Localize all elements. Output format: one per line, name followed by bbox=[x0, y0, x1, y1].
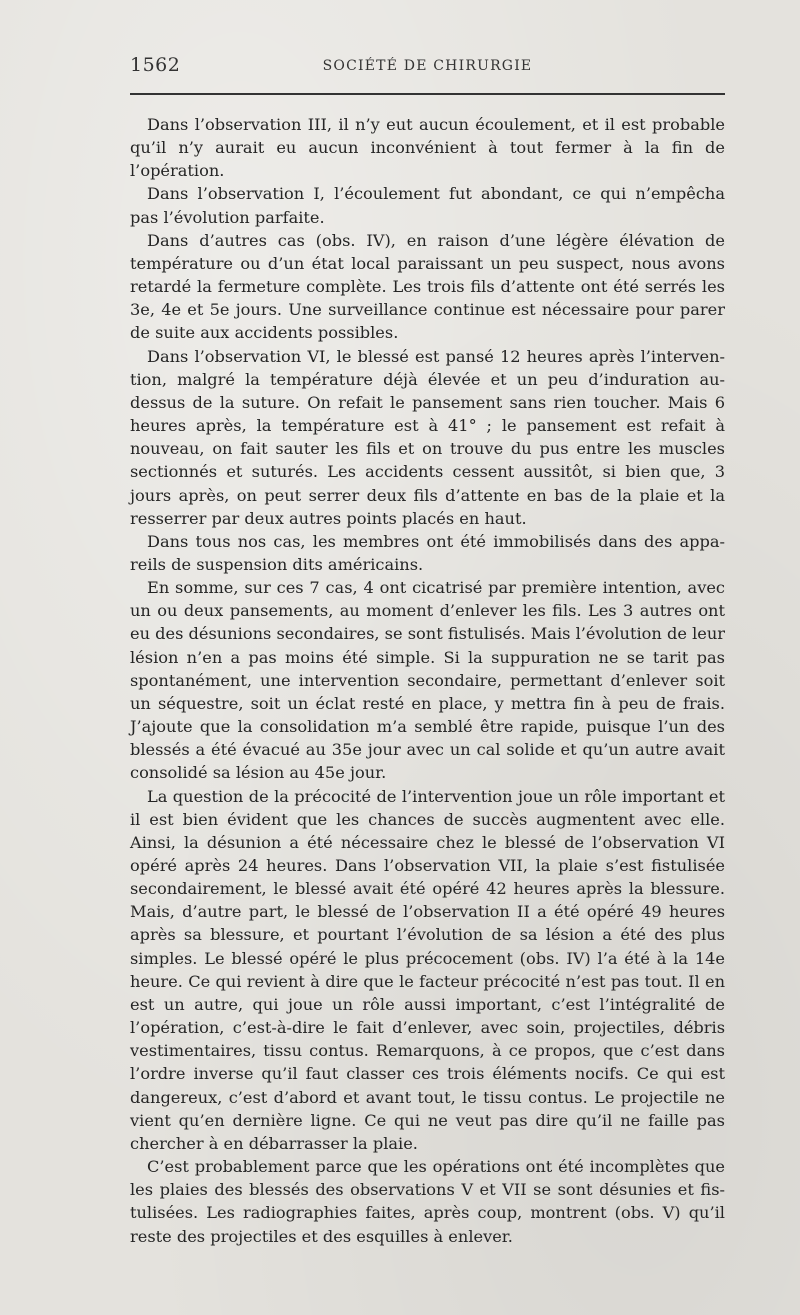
page-header bbox=[130, 50, 725, 80]
body-text bbox=[130, 113, 725, 1248]
header-rule bbox=[130, 93, 725, 95]
paragraph: C’est probablement parce que les opérations ont été incomplètes que les plaies des blessés des observations V et VII se sont désunies et fistulisées. Les radiographies faites, après coup, montrent (obs. V) qu’il reste des projectiles et des esquilles à enlever. bbox=[130, 1157, 725, 1246]
paragraph: Dans l’observation VI, le blessé est pansé 12 heures après l’intervention, malgré la température déjà élevée et un peu d’induration au-dessus de la suture. On refait le pansement sans rien toucher. Mais 6 heures après, la température est à 41° ; le pansement est refait à nouveau, on fait sauter les fils et on trouve du pus entre les muscles sectionnés et suturés. Les accidents cessent aussitôt, si bien que, 3 jours après, on peut serrer deux fils d’attente en bas de la plaie et la resserrer par deux autres points placés en haut. bbox=[130, 346, 725, 528]
paragraph: Dans l’observation III, il n’y eut aucun écoulement, et il est probable qu’il n’y aurait eu aucun inconvénient à tout fermer à la fin de l’opération. bbox=[130, 115, 725, 181]
paragraph: Dans tous nos cas, les membres ont été immobilisés dans des appareils de suspension dits américains. bbox=[130, 531, 725, 574]
paragraph: Dans l’observation I, l’écoulement fut abondant, ce qui n’empêcha pas l’évolution parfaite. bbox=[130, 184, 725, 227]
paragraph: En somme, sur ces 7 cas, 4 ont cicatrisé par première intention, avec un ou deux pansements, au moment d’enlever les fils. Les 3 autres ont eu des désunions secondaires, se sont fistulisés. Mais l’évolution de leur lésion n’en a pas moins été simple. Si la suppuration ne se tarit pas spontanément, une intervention secondaire, permettant d’enlever soit un séquestre, soit un éclat resté en place, y mettra fin à peu de frais. J’ajoute que la consolidation m’a semblé être rapide, puisque l’un des blessés a été évacué au 35e jour avec un cal solide et qu’un autre avait consolidé sa lésion au 45e jour. bbox=[130, 578, 725, 783]
running-title: SOCIÉTÉ DE CHIRURGIE bbox=[322, 58, 533, 74]
paragraph: Dans d’autres cas (obs. IV), en raison d’une légère élévation de température ou d’un état local paraissant un peu suspect, nous avons retardé la fermeture complète. Les trois fils d’attente ont été serrés les 3e, 4e et 5e jours. Une surveillance continue est nécessaire pour parer de suite aux accidents possibles. bbox=[130, 230, 725, 343]
paragraph: La question de la précocité de l’intervention joue un rôle important et il est bien évident que les chances de succès augmentent avec elle. Ainsi, la désunion a été nécessaire chez le blessé de l’observation VI opéré après 24 heures. Dans l’observation VII, la plaie s’est fistulisée secondairement, le blessé avait été opéré 42 heures après la blessure. Mais, d’autre part, le blessé de l’observation II a été opéré 49 heures après sa blessure, et pourtant l’évolution de sa lésion a été des plus simples. Le blessé opéré le plus précocement (obs. IV) l’a été à la 14e heure. Ce qui revient à dire que le facteur précocité n’est pas tout. Il en est un autre, qui joue un rôle aussi important, c’est l’intégralité de l’opération, c’est-à-dire le fait d’enlever, avec soin, projectiles, débris vestimentaires, tissu contus. Remarquons, à ce propos, que c’est dans l’ordre inverse qu’il faut classer ces trois éléments nocifs. Ce qui est dangereux, c’est d’abord et avant tout, le tissu contus. Le projectile ne vient qu’en dernière ligne. Ce qui ne veut pas dire qu’il ne faille pas chercher à en débarrasser la plaie. bbox=[130, 786, 725, 1153]
page-number: 1562 bbox=[130, 54, 181, 76]
